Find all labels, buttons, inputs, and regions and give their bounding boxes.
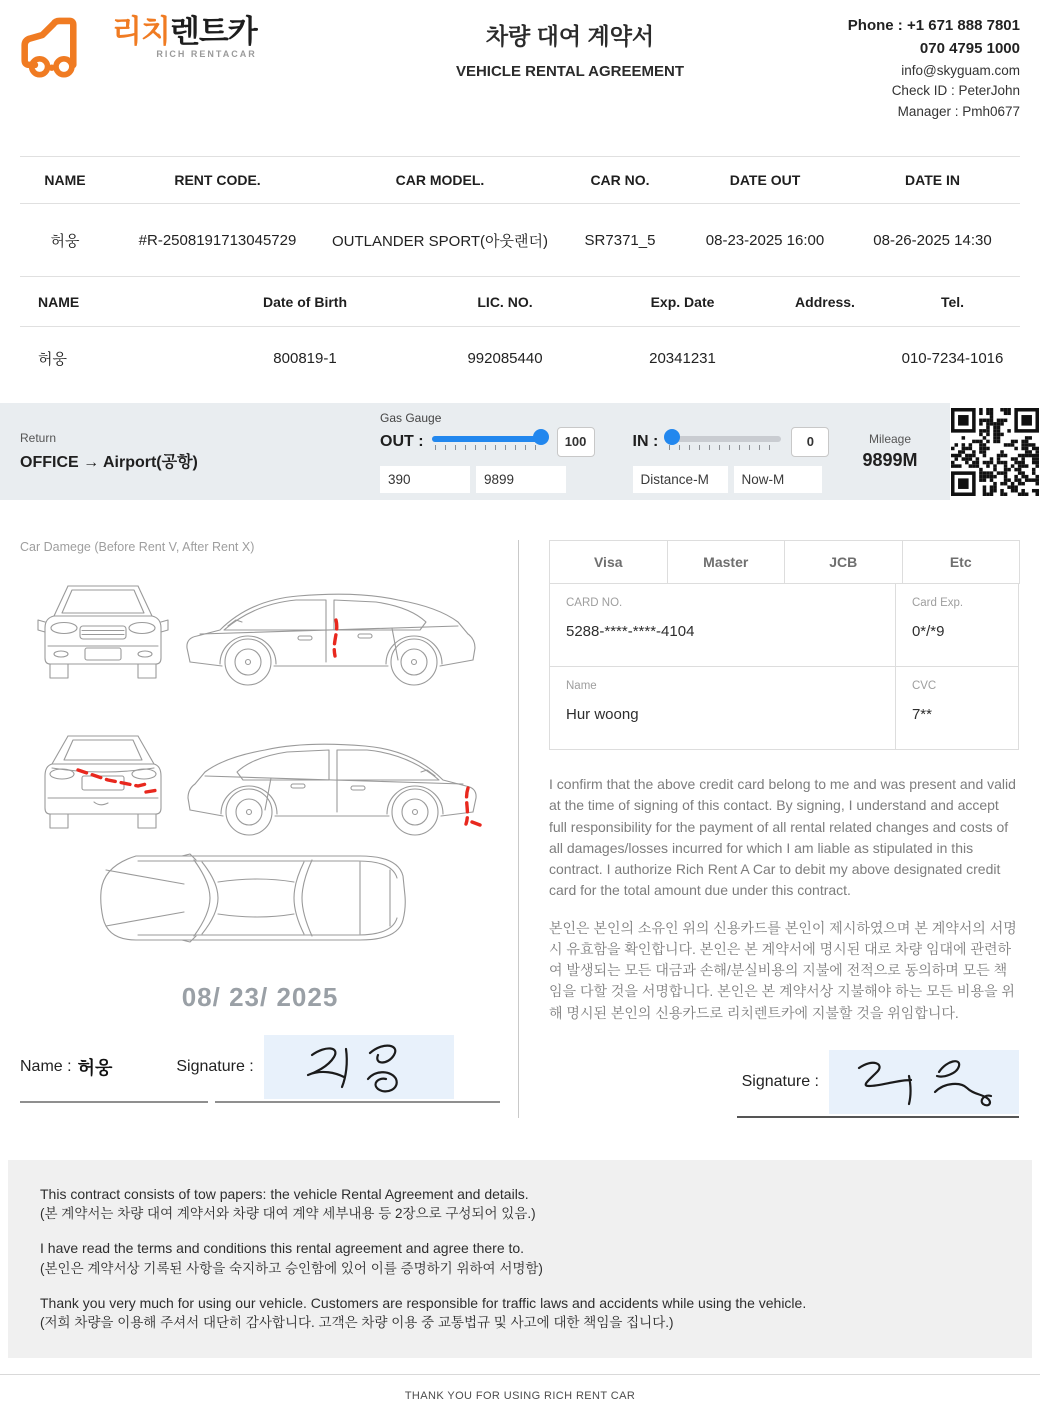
truck-logo-icon (20, 16, 106, 82)
gas-out-slider[interactable] (432, 433, 547, 451)
brand-kr-orange: 리치 (112, 14, 170, 49)
renter-name: 허웅 (50, 232, 80, 250)
col-tel: Tel. (940, 293, 965, 310)
card-holder-label: Name (566, 680, 597, 692)
mileage-block (830, 432, 950, 471)
email: info@skyguam.com (901, 62, 1020, 78)
col-name: NAME (38, 293, 80, 310)
signature-label: Signature : (176, 1058, 254, 1075)
car-damage-label: Car Damege (Before Rent V, After Rent X) (20, 540, 255, 554)
car-model: OUTLANDER SPORT(아웃랜더) (331, 232, 549, 250)
confirmation-text-kr: 본인은 본인의 소유인 위의 신용카드를 본인이 제시하였으며 본 계약서의 서명시 유효함을 확인합니다. 본인은 본 계약서에 명시된 대로 차량 임대에 관련하여 발생되는 모든 대금과 손해/분실비용의 지불에 전적으로 동의하며 모든 책임을 다할 것을 서명합니다. 본인은 본 계약서상 지불해야 하는 모든 비용을 위해 명시된 본인의 신용카드로 리치렌트카에 지불할 것을 위임합니다. (549, 919, 1017, 1021)
mileage-in-input[interactable] (734, 466, 822, 493)
card-type-etc[interactable]: Etc (902, 540, 1021, 584)
note-kr: (본 계약서는 차량 대여 계약서와 차량 대여 계약 세부내용 등 2장으로 구성되어 있음.) (40, 1206, 536, 1222)
gas-out-column (380, 427, 595, 493)
distance-out-input[interactable] (380, 466, 470, 493)
footer-text: THANK YOU FOR USING RICH RENT CAR (404, 1389, 636, 1402)
renter-sign-row (20, 1035, 500, 1099)
card-number-label: CARD NO. (566, 597, 623, 609)
gas-in-label: IN : (632, 432, 659, 450)
gas-in-column (633, 427, 830, 493)
brand-en: RICH RENTACAR (156, 49, 257, 59)
note-kr: (본인은 계약서상 기록된 사항을 숙지하고 승인함에 있어 이를 증명하기 위하여 서명함) (40, 1260, 543, 1276)
cardholder-sign-block (549, 1050, 1019, 1118)
company-logo (20, 12, 350, 156)
gas-out-label: OUT : (380, 432, 424, 450)
col-lic-no: LIC. NO. (477, 293, 533, 310)
rental-info-table (20, 156, 1020, 276)
driver-table-header (20, 277, 1020, 327)
logo-text (112, 16, 257, 59)
card-cvc-label: CVC (911, 680, 937, 692)
return-route: OFFICE → Airport(공항) (20, 454, 198, 471)
rental-table-header (20, 157, 1020, 204)
driver-dob: 800819-1 (273, 349, 337, 367)
mileage-value: 9899M (862, 450, 918, 470)
col-date-in: DATE IN (905, 172, 960, 188)
card-type-jcb[interactable]: JCB (784, 540, 903, 584)
col-date-out: DATE OUT (729, 172, 801, 188)
col-car-no: CAR NO. (590, 172, 650, 188)
document-titles (350, 12, 790, 156)
distance-in-input[interactable] (633, 466, 728, 493)
car-damage-diagram[interactable] (20, 564, 490, 964)
manager: Manager : Pmh0677 (897, 104, 1020, 120)
card-cvc-field (895, 667, 1018, 749)
title-english: VEHICLE RENTAL AGREEMENT (455, 63, 685, 80)
driver-info-table (20, 276, 1020, 389)
main-section (0, 540, 1040, 1118)
driver-lic-no: 992085440 (467, 349, 543, 367)
card-exp-field (895, 584, 1018, 666)
car-no: SR7371_5 (584, 231, 656, 249)
qr-code (950, 403, 1040, 500)
note-item (40, 1184, 1000, 1225)
rental-table-row (20, 204, 1020, 276)
check-id: Check ID : PeterJohn (891, 83, 1020, 99)
footer (0, 1374, 1040, 1413)
return-label: Return (20, 431, 57, 445)
renter-sign-underline (20, 1101, 500, 1103)
col-name: NAME (44, 172, 86, 188)
card-number-field (550, 584, 895, 666)
confirmation-text-en: I confirm that the above credit card belong to me and was present and valid at the time of signing of this contact. By signing, I understand and accept full responsibility for the payment of all rental related changes and costs of all damages/losses incurred for which I am liable as stipulated in this contract. I authorize Rich Rent A Car to debit my above designated credit card for the total amount due under this contract. (549, 776, 1016, 899)
note-item (40, 1238, 1000, 1279)
card-type-row (549, 540, 1019, 584)
phone-primary: Phone : +1 671 888 7801 (847, 17, 1020, 34)
card-exp-label: Card Exp. (911, 597, 964, 609)
card-number-value: 5288-****-****-4104 (566, 623, 695, 640)
driver-tel: 010-7234-1016 (901, 349, 1004, 367)
card-holder-field (550, 667, 895, 749)
gas-in-value[interactable]: 0 (791, 427, 829, 457)
cardholder-signature-pad[interactable] (829, 1050, 1019, 1114)
damage-check-date: 08/ 23/ 2025 (181, 982, 339, 1012)
driver-name: 허웅 (38, 350, 67, 368)
signature-label: Signature : (741, 1072, 819, 1090)
col-car-model: CAR MODEL. (395, 172, 485, 188)
mileage-label: Mileage (868, 432, 912, 446)
col-dob: Date of Birth (263, 293, 347, 310)
note-kr: (저희 차량을 이용해 주셔서 대단히 감사합니다. 고객은 차량 이용 중 교통법규 및 사고에 대한 책임을 집니다.) (40, 1315, 674, 1331)
payment-section (549, 540, 1020, 1118)
contract-notes (8, 1160, 1032, 1358)
driver-exp-date: 20341231 (649, 349, 716, 367)
card-exp-value: 0*/*9 (911, 623, 945, 640)
card-table (549, 540, 1019, 750)
mileage-out-input[interactable] (476, 466, 566, 493)
gas-in-slider-thumb[interactable] (664, 429, 680, 445)
card-cvc-value: 7** (911, 706, 932, 723)
gas-out-slider-thumb[interactable] (533, 429, 549, 445)
car-damage-section (20, 540, 500, 1118)
contact-info (790, 12, 1020, 156)
header (0, 0, 1040, 156)
renter-name-value: 허웅 (77, 1058, 113, 1078)
col-rent-code: RENT CODE. (174, 172, 261, 188)
card-holder-value: Hur woong (566, 706, 639, 723)
renter-signature-pad[interactable] (264, 1035, 454, 1099)
driver-table-row (20, 327, 1020, 389)
title-korean: 차량 대여 계약서 (485, 23, 655, 49)
gas-gauge-block (380, 411, 830, 493)
col-address: Address. (795, 293, 855, 310)
section-divider (518, 540, 519, 1118)
col-exp-date: Exp. Date (650, 293, 715, 310)
name-label: Name : (20, 1058, 72, 1075)
card-type-visa[interactable]: Visa (549, 540, 668, 584)
gas-in-slider[interactable] (666, 433, 781, 451)
brand-kr-black: 렌트카 (169, 14, 257, 49)
rent-code: #R-2508191713045729 (138, 231, 297, 249)
gas-gauge-label: Gas Gauge (380, 410, 442, 425)
card-type-master[interactable]: Master (667, 540, 786, 584)
note-en: This contract consists of tow papers: the vehicle Rental Agreement and details. (40, 1185, 529, 1202)
date-out: 08-23-2025 16:00 (705, 231, 825, 249)
note-item (40, 1293, 1000, 1334)
return-info (20, 431, 380, 472)
phone-secondary: 070 4795 1000 (919, 40, 1020, 58)
gas-out-value[interactable]: 100 (557, 427, 595, 457)
date-in: 08-26-2025 14:30 (873, 231, 992, 249)
cardholder-sign-underline (737, 1116, 1019, 1118)
note-en: Thank you very much for using our vehicle. Customers are responsible for traffic laws and accidents while using the vehicle. (40, 1295, 807, 1312)
note-en: I have read the terms and conditions this rental agreement and agree there to. (40, 1240, 525, 1257)
status-band (0, 403, 1040, 500)
